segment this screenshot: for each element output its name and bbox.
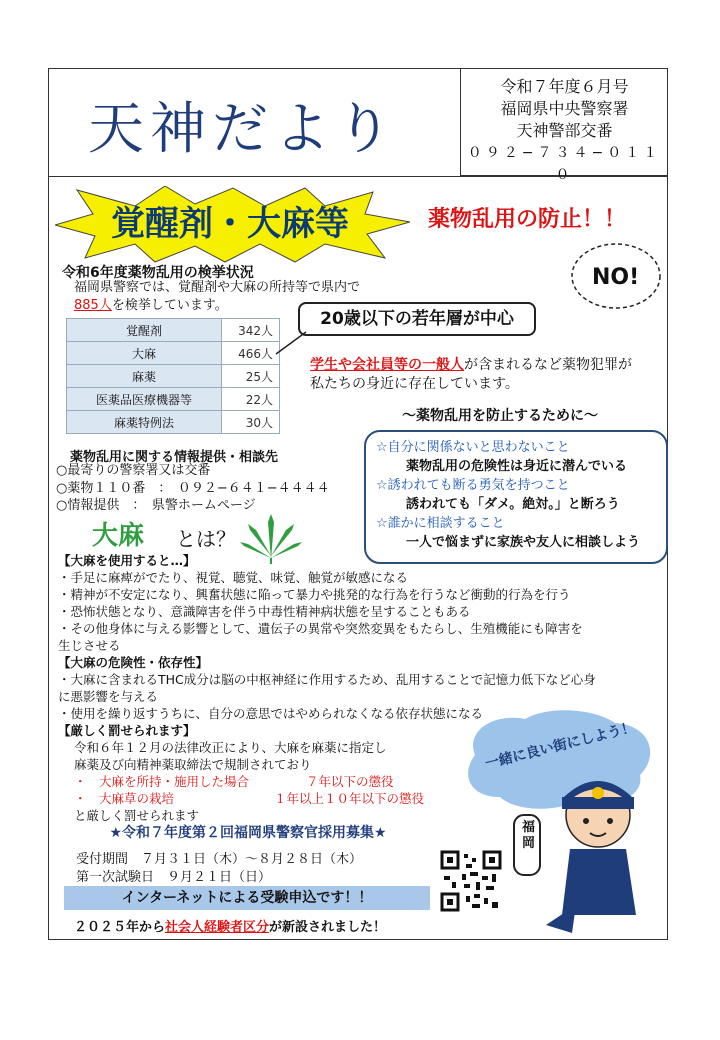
advice-point: ☆自分に関係ないと思わないこと [376,440,570,455]
penalty-heading: 【厳しく罰せられます】 [58,723,196,738]
penalty-sentence: １年以上１０年以下の懲役 [274,791,425,806]
info-line3: ○情報提供 ： 県警ホームページ [56,498,256,513]
list-item: に悪影響を与える [58,689,159,704]
advice-detail: 一人で悩まずに家族や友人に相談しよう [406,535,641,550]
cannabis-towa: とは？ [176,527,236,551]
penalty-case: ・ 大麻を所持・施用した場合 [74,774,250,789]
page-title: 天神だより [88,97,398,162]
recruit-exam-date: 第一次試験日 ９月２１日（日） [76,870,272,885]
advice-detail: 誘われても「ダメ。絶対。」と断ろう [406,497,620,512]
issue-info-box [460,68,668,183]
prevention-box [364,430,668,564]
stats-line2: を検挙しています。 [111,298,228,313]
internet-application-bar: インターネットによる受験申込です！！ [64,886,430,910]
general-public-rest: が含まれるなど薬物犯罪が [464,357,632,373]
police-mascot-illustration [506,775,666,935]
table-row [67,365,280,388]
list-item: ・精神が不安定になり、興奮状態に陥って暴力や挑発的な行為を行うなど衝動的行為を行う [58,587,571,602]
table-row [67,342,280,365]
issue-number: 令和７年度６月号 [500,77,629,96]
youth-callout: 20歳以下の若年層が中心 [298,302,536,336]
stats-line1: 福岡県警察では、覚醒剤や大麻の所持等で県内で [74,280,361,295]
arrest-count: 885人 [74,298,112,313]
header-divider [48,176,668,177]
recruit-new-category [74,916,386,935]
general-public-text [310,356,666,394]
list-item: ・使用を繰り返すうちに、自分の意思ではやめられなくなる依存状態になる [58,706,484,721]
table-key: 覚醒剤 [67,319,222,342]
table-row [67,319,280,342]
recruit-new-post: が新設されました！ [269,920,387,935]
list-item: ・恐怖状態となり、意識障害を伴う中毒性精神病状態を呈することもある [58,604,471,619]
banner-sub-text: 薬物乱用の防止！！ [428,207,627,232]
advice-point: ☆誘われても断る勇気を持つこと [376,478,570,493]
info-line1: ○最寄りの警察署又は交番 [56,463,211,478]
prevent-heading: 〜薬物乱用を防止するために〜 [402,408,598,424]
cannabis-word: 大麻 [92,521,145,551]
advice-detail: 薬物乱用の危険性は身近に潜んでいる [406,459,628,474]
list-item: ・手足に麻痺がでたり、視覚、聴覚、味覚、触覚が敏感になる [58,570,409,585]
table-key: 医薬品医療機器等 [67,388,222,411]
recruit-title: ★令和７年度第２回福岡県警察官採用募集★ [109,825,387,841]
advice-point: ☆誰かに相談すること [376,516,505,531]
table-value: 25人 [222,365,280,388]
info-line2: ○薬物１１０番 ： ０９２−６４１−４４４４ [56,481,330,496]
arrest-table [66,318,280,434]
banner-main-text: 覚醒剤・大麻等 [111,204,349,244]
table-value: 342人 [222,319,280,342]
list-item: ・大麻に含まれるTHC成分は脳の中枢神経に作用するため、乱用することで記憶力低下など心身 [58,672,596,687]
recruit-new-emph: 社会人経験者区分 [165,920,270,935]
general-public-line2: 私たちの身近に存在しています。 [310,376,519,392]
no-drugs-illustration [566,236,666,314]
phone-number: ０９２−７３４−０１１０ [467,145,662,183]
table-key: 麻薬特例法 [67,411,222,434]
danger-heading: 【大麻の危険性・依存性】 [58,655,209,670]
recruit-period: 受付期間 ７月３１日（木）〜８月２８日（木） [76,852,363,867]
qr-code-icon[interactable] [440,850,502,912]
svg-text:NO!: NO! [592,265,640,290]
stats-heading: 令和6年度薬物乱用の検挙状況 [62,265,254,281]
penalty-text2: 麻薬及び向精神薬取締法で規制されており [74,757,312,772]
stats-line2-wrap [74,297,228,315]
table-row [67,388,280,411]
penalty-sentence: ７年以下の懲役 [306,774,394,789]
table-value: 30人 [222,411,280,434]
list-item: 生じさせる [58,638,121,653]
recruit-new-pre: ２０２５年から [74,920,166,935]
penalty-case: ・ 大麻草の栽培 [74,791,175,806]
list-item: ・その他身体に与える影響として、遺伝子の異常や突然変異をもたらし、生殖機能にも障害を [58,621,583,636]
bubble-text: 一緒に良い街にしよう！ [483,719,637,773]
koban-name: 天神警部交番 [516,121,613,140]
info-heading: 薬物乱用に関する情報提供・相談先 [70,450,279,465]
use-heading: 【大麻を使用すると…】 [58,553,196,568]
lantern-label: 福岡 [522,820,536,851]
general-public-emph: 学生や会社員等の一般人 [310,357,464,373]
table-key: 大麻 [67,342,222,365]
callout-pointer [272,330,312,360]
table-value: 22人 [222,388,280,411]
table-value: 466人 [222,342,280,365]
station-name: 福岡県中央警察署 [500,99,629,118]
table-row [67,411,280,434]
penalty-text1: 令和６年１２月の法律改正により、大麻を麻薬に指定し [74,740,387,755]
penalty-text3: と厳しく罰せられます [74,808,200,823]
table-key: 麻薬 [67,365,222,388]
